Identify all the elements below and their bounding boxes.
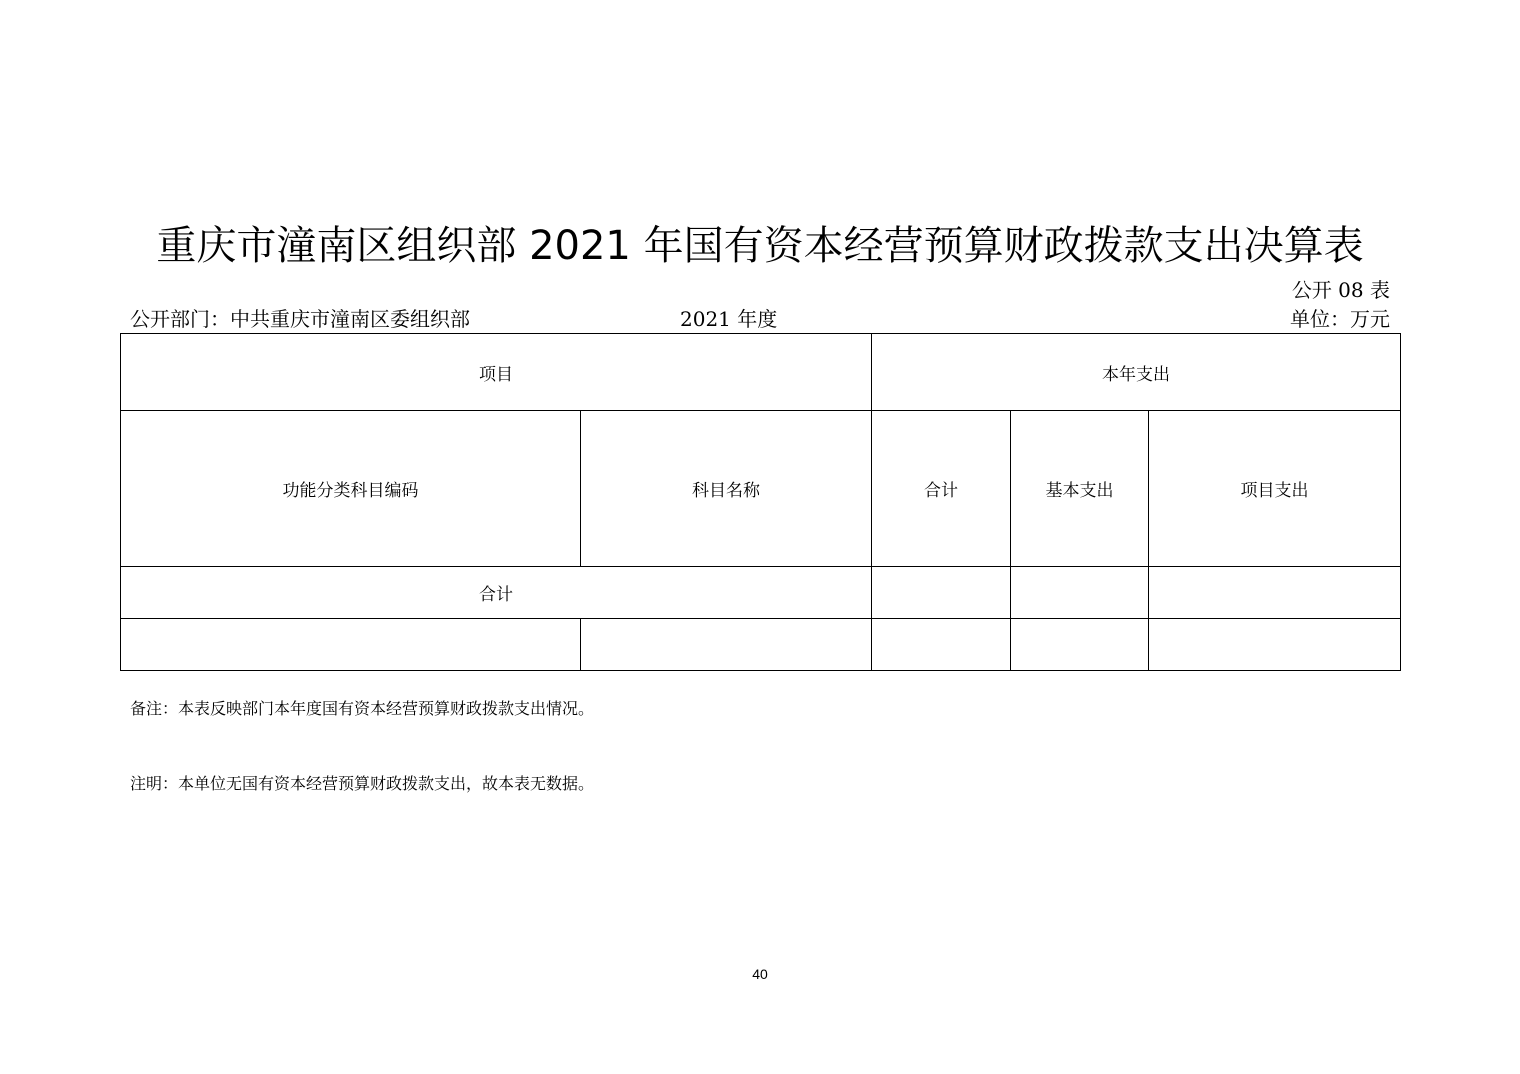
- expenditure-table: [120, 333, 1401, 671]
- column-header-row: [121, 411, 1401, 567]
- department-label: 公开部门：中共重庆市潼南区委组织部: [130, 307, 470, 331]
- total-basic-cell: [1011, 567, 1149, 619]
- total-row-label: 合计: [121, 567, 872, 619]
- total-row: [121, 567, 1401, 619]
- table-cell: [1149, 619, 1401, 671]
- table-cell: [872, 619, 1011, 671]
- total-cell: [872, 567, 1011, 619]
- table-row: [121, 619, 1401, 671]
- column-header-code: 功能分类科目编码: [121, 411, 581, 567]
- fiscal-year: 2021 年度: [680, 307, 778, 331]
- table-cell: [121, 619, 581, 671]
- column-header-basic-expenditure: 基本支出: [1011, 411, 1149, 567]
- total-project-cell: [1149, 567, 1401, 619]
- header-group-row: [121, 334, 1401, 411]
- page-number: 40: [752, 966, 768, 982]
- header-project: 项目: [121, 334, 872, 411]
- table-cell: [581, 619, 872, 671]
- header-current-year-expenditure: 本年支出: [872, 334, 1401, 411]
- table-cell: [1011, 619, 1149, 671]
- remark-note: 备注：本表反映部门本年度国有资本经营预算财政拨款支出情况。: [130, 699, 595, 718]
- column-header-project-expenditure: 项目支出: [1149, 411, 1401, 567]
- column-header-total: 合计: [872, 411, 1011, 567]
- form-number: 公开 08 表: [1291, 278, 1390, 302]
- unit-label: 单位：万元: [1290, 307, 1390, 331]
- column-header-subject-name: 科目名称: [581, 411, 872, 567]
- page-title: 重庆市潼南区组织部 2021 年国有资本经营预算财政拨款支出决算表: [156, 223, 1364, 269]
- explanation-note: 注明：本单位无国有资本经营预算财政拨款支出，故本表无数据。: [130, 774, 595, 793]
